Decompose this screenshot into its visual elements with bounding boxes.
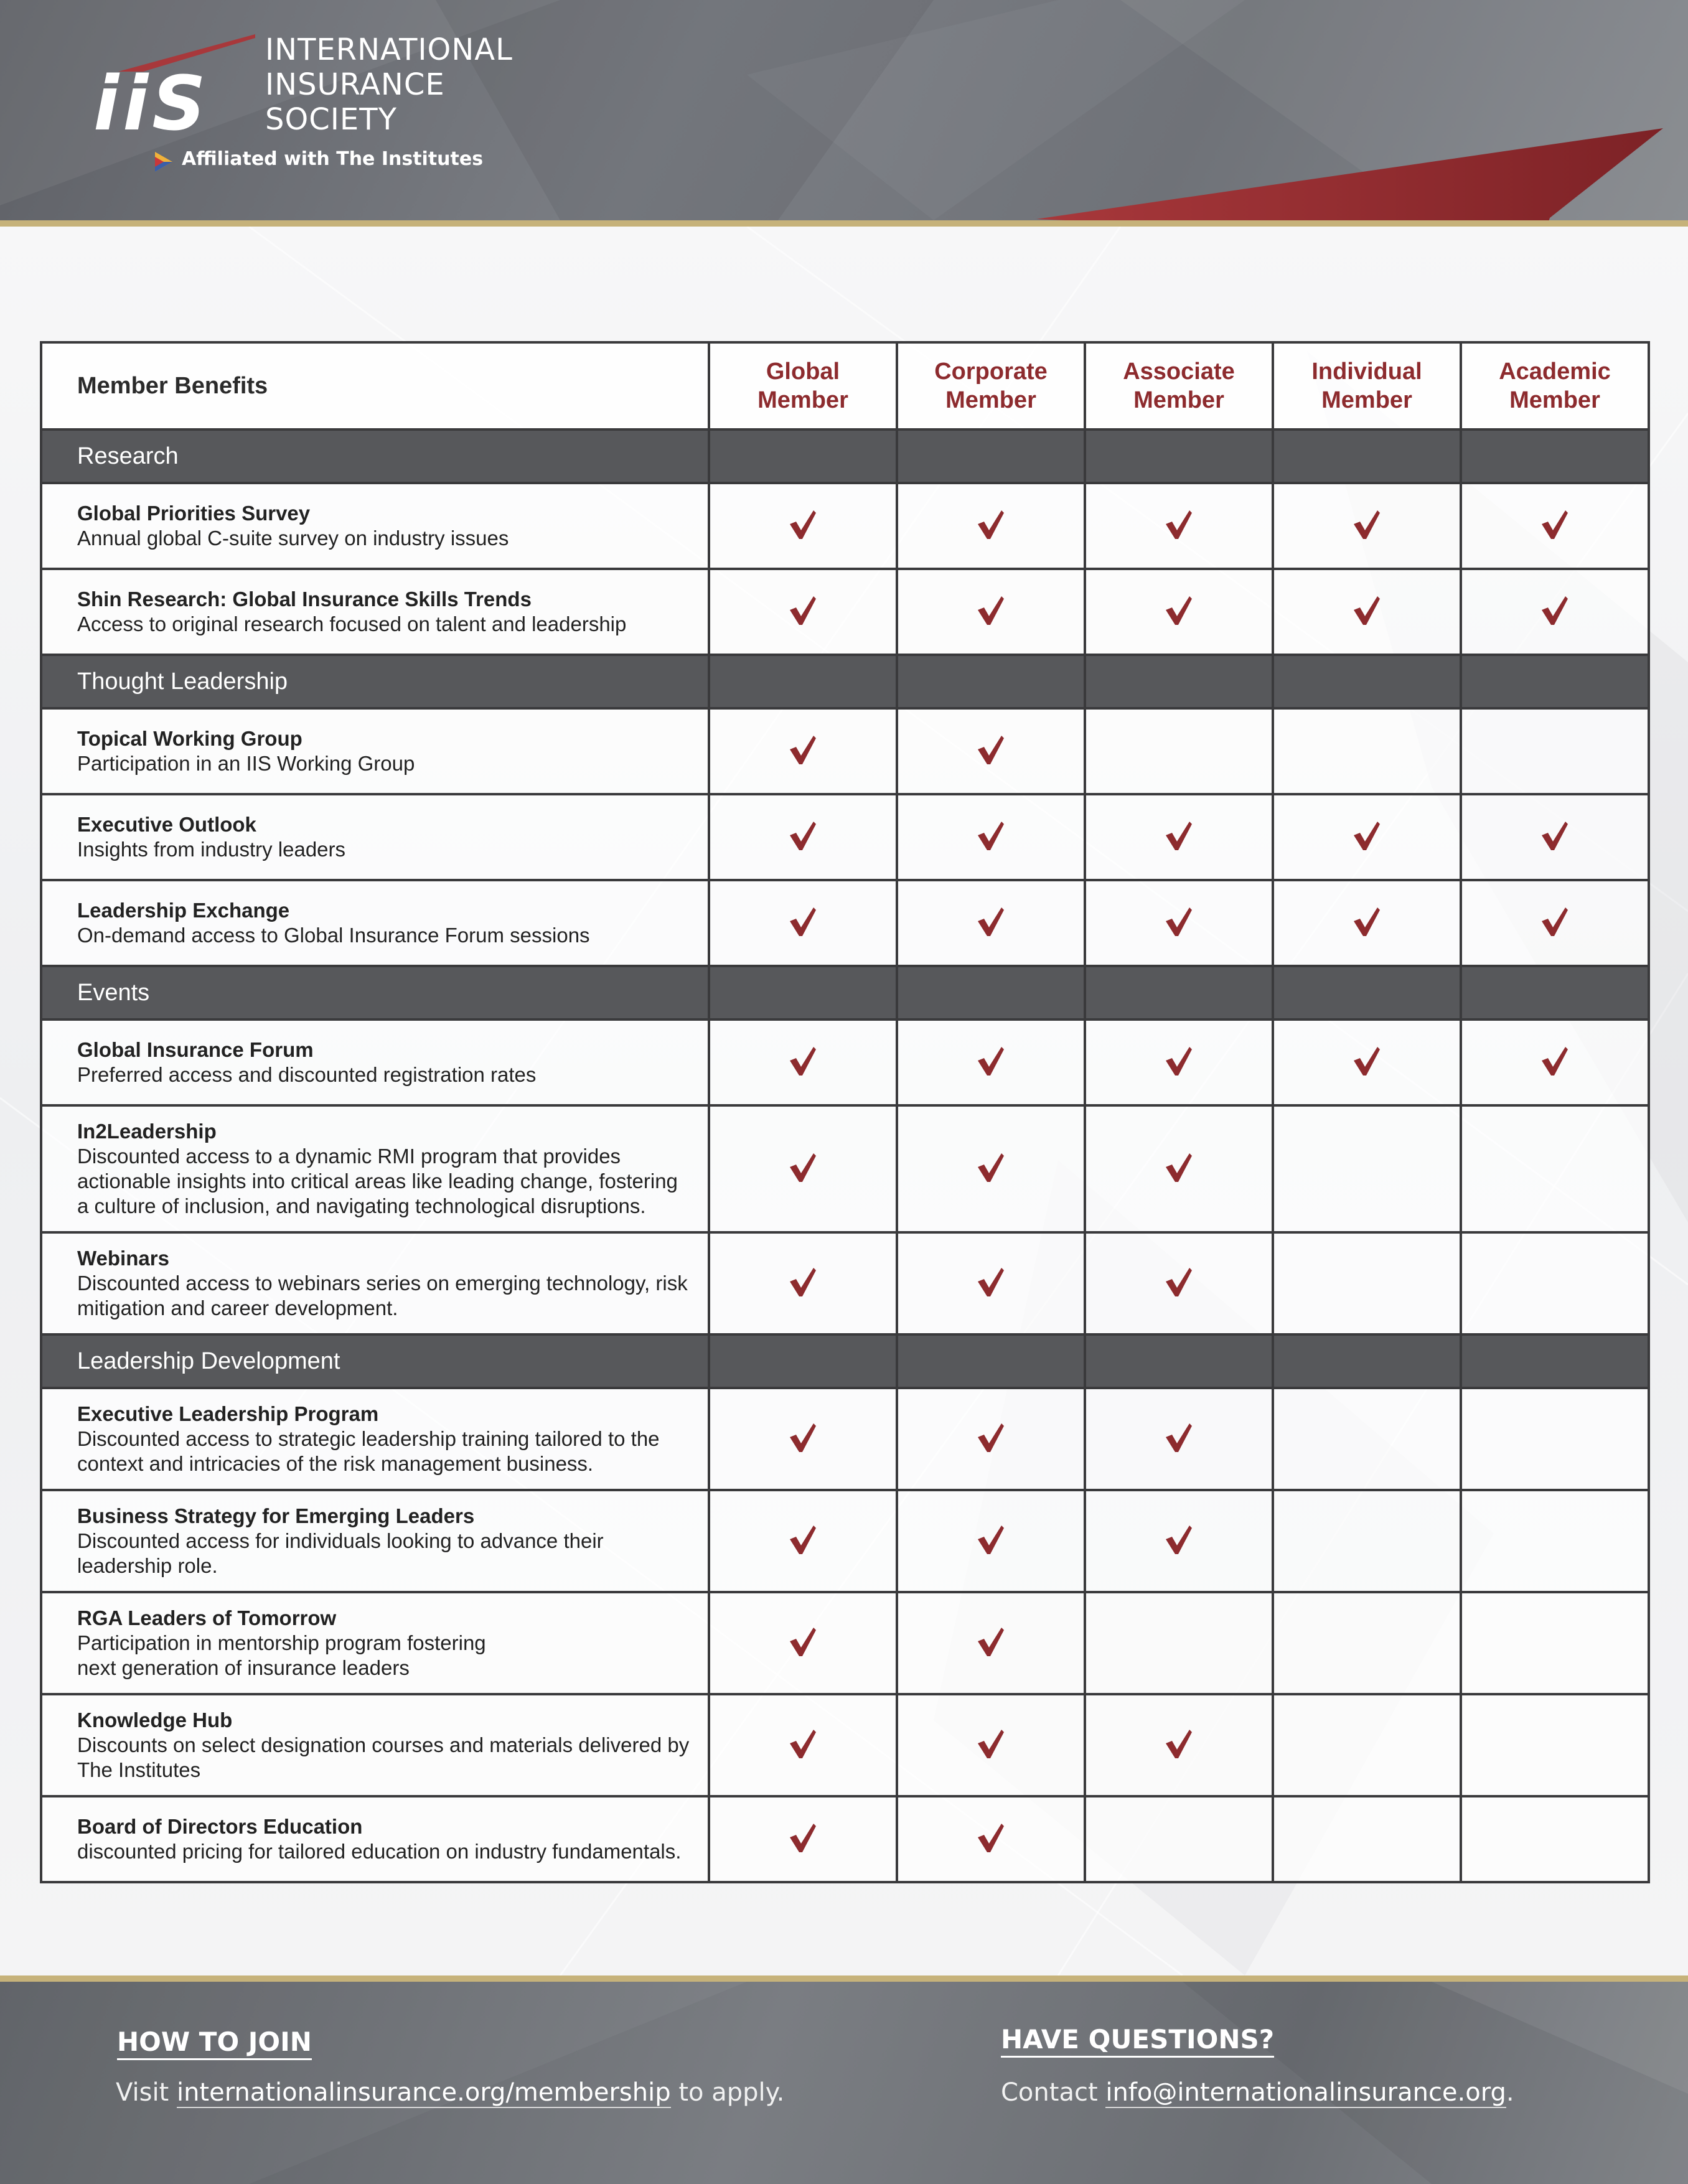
section-label: Research [41,429,709,483]
checkmark-icon [1540,906,1569,937]
table-row [41,1796,1649,1882]
benefit-description-line: Discounted access to a dynamic RMI program that provides [77,1145,621,1168]
benefit-included-cell [1461,483,1649,569]
checkmark-icon [789,1822,817,1854]
table-row [41,1232,1649,1334]
org-name-line: INTERNATIONAL [265,32,513,67]
join-prefix: Visit [116,2078,177,2107]
benefit-cell [41,1105,709,1232]
benefit-not-included-cell [1273,1490,1461,1592]
table-row [41,1694,1649,1796]
benefit-included-cell [1461,569,1649,655]
section-label: Leadership Development [41,1334,709,1388]
table-row [41,794,1649,880]
benefit-included-cell [709,569,897,655]
affiliation-label: Affiliated with The Institutes [182,148,484,170]
benefit-not-included-cell [1461,1592,1649,1694]
benefit-included-cell [709,483,897,569]
section-header-row [41,429,1649,483]
benefit-included-cell [897,1796,1085,1882]
benefit-title: Executive Leadership Program [77,1402,379,1425]
benefit-title: Global Insurance Forum [77,1038,314,1061]
checkmark-icon [789,1728,817,1760]
member-benefits-table [40,341,1650,1883]
benefit-title: Knowledge Hub [77,1708,233,1732]
benefit-cell [41,1232,709,1334]
benefit-not-included-cell [1085,1796,1273,1882]
column-header-academic: Academic Member [1461,342,1649,429]
checkmark-icon [1353,509,1381,540]
benefit-included-cell [709,1490,897,1592]
have-questions-text [1001,2078,1514,2107]
benefit-not-included-cell [1273,708,1461,794]
benefit-not-included-cell [1273,1105,1461,1232]
table-row [41,1019,1649,1105]
benefit-included-cell [709,1694,897,1796]
contact-email-link[interactable]: info@internationalinsurance.org [1105,2078,1506,2107]
benefit-included-cell [1273,794,1461,880]
benefit-description-line: Participation in an IIS Working Group [77,752,415,775]
benefit-not-included-cell [1461,1796,1649,1882]
benefit-description-line: Discounted access to strategic leadership training tailored to the [77,1427,660,1450]
checkmark-icon [1165,595,1193,626]
table-row [41,1105,1649,1232]
how-to-join-heading: HOW TO JOIN [117,2027,312,2060]
benefit-included-cell [897,794,1085,880]
checkmark-icon [789,906,817,937]
benefit-title: Topical Working Group [77,727,302,750]
benefit-included-cell [709,1019,897,1105]
gold-divider-top [0,220,1688,227]
benefit-included-cell [1085,1105,1273,1232]
checkmark-icon [789,509,817,540]
checkmark-icon [1165,1728,1193,1760]
benefit-cell [41,569,709,655]
checkmark-icon [977,1524,1005,1555]
checkmark-icon [789,1626,817,1657]
benefit-included-cell [897,1105,1085,1232]
contact-suffix: . [1506,2078,1514,2107]
benefit-title: Shin Research: Global Insurance Skills Trends [77,588,532,611]
checkmark-icon [977,1822,1005,1854]
section-fill-cell [1273,655,1461,708]
section-label: Thought Leadership [41,655,709,708]
benefit-not-included-cell [1085,1592,1273,1694]
benefit-title: Global Priorities Survey [77,502,311,525]
checkmark-icon [977,1267,1005,1298]
section-fill-cell [1461,429,1649,483]
benefit-not-included-cell [1461,1105,1649,1232]
checkmark-icon [1540,820,1569,851]
benefit-description-line: Participation in mentorship program fostering [77,1631,486,1654]
how-to-join-text [116,2078,784,2107]
benefit-cell [41,1694,709,1796]
benefit-description-line: leadership role. [77,1554,218,1577]
benefit-included-cell [1461,794,1649,880]
benefit-description-line: Annual global C-suite survey on industry issues [77,527,509,550]
benefit-cell [41,1490,709,1592]
benefit-title: Business Strategy for Emerging Leaders [77,1504,475,1527]
benefit-included-cell [1273,1019,1461,1105]
benefit-included-cell [1085,1490,1273,1592]
checkmark-icon [1165,820,1193,851]
checkmark-icon [977,820,1005,851]
checkmark-icon [977,595,1005,626]
org-name-line: SOCIETY [265,102,397,137]
section-fill-cell [709,966,897,1019]
benefit-description-line: Discounted access for individuals looking to advance their [77,1529,604,1552]
checkmark-icon [789,820,817,851]
section-fill-cell [1273,966,1461,1019]
benefit-included-cell [1085,483,1273,569]
benefit-not-included-cell [1461,1490,1649,1592]
benefit-description-line: mitigation and career development. [77,1296,398,1319]
checkmark-icon [1540,509,1569,540]
section-fill-cell [1085,655,1273,708]
benefit-included-cell [1461,1019,1649,1105]
checkmark-icon [977,734,1005,766]
section-header-row [41,1334,1649,1388]
checkmark-icon [1165,1267,1193,1298]
checkmark-icon [1165,1046,1193,1077]
contact-prefix: Contact [1001,2078,1106,2107]
section-fill-cell [897,966,1085,1019]
checkmark-icon [789,1046,817,1077]
benefit-description-line: context and intricacies of the risk management business. [77,1452,594,1475]
checkmark-icon [789,595,817,626]
benefit-included-cell [709,880,897,966]
benefit-included-cell [709,1592,897,1694]
benefit-title: Executive Outlook [77,813,256,836]
section-header-row [41,655,1649,708]
benefit-not-included-cell [1461,1694,1649,1796]
benefit-cell [41,1388,709,1490]
membership-link[interactable]: internationalinsurance.org/membership [176,2078,671,2107]
checkmark-icon [977,1046,1005,1077]
benefit-cell [41,708,709,794]
benefit-not-included-cell [1461,1232,1649,1334]
benefit-included-cell [897,483,1085,569]
section-fill-cell [1273,429,1461,483]
checkmark-icon [977,1728,1005,1760]
table-row [41,880,1649,966]
checkmark-icon [789,1267,817,1298]
benefit-included-cell [709,794,897,880]
affiliation-text [149,148,483,170]
section-fill-cell [709,1334,897,1388]
benefit-included-cell [897,708,1085,794]
benefit-included-cell [897,1592,1085,1694]
benefit-cell [41,1019,709,1105]
benefit-included-cell [709,1105,897,1232]
table-row [41,1388,1649,1490]
organization-name [265,32,513,137]
benefit-included-cell [1085,880,1273,966]
checkmark-icon [1165,1524,1193,1555]
checkmark-icon [977,1152,1005,1183]
red-accent-wedge [0,0,1688,220]
section-fill-cell [897,429,1085,483]
table-body [41,429,1649,1882]
section-fill-cell [897,1334,1085,1388]
table-row [41,1490,1649,1592]
benefit-cell [41,1796,709,1882]
benefit-included-cell [1085,794,1273,880]
benefit-description-line: Discounted access to webinars series on emerging technology, risk [77,1272,688,1295]
benefit-description-line: Discounts on select designation courses and materials delivered by [77,1733,690,1756]
checkmark-icon [789,1152,817,1183]
benefit-cell [41,1592,709,1694]
column-header-individual: Individual Member [1273,342,1461,429]
benefit-included-cell [1085,569,1273,655]
benefit-description-line: The Institutes [77,1758,201,1781]
column-header-corporate: Corporate Member [897,342,1085,429]
benefit-title: Leadership Exchange [77,899,290,922]
benefit-included-cell [1461,880,1649,966]
benefit-description-line: discounted pricing for tailored education on industry fundamentals. [77,1840,682,1863]
benefit-cell [41,483,709,569]
benefit-included-cell [709,1232,897,1334]
benefit-included-cell [1085,1388,1273,1490]
benefit-description-line: a culture of inclusion, and navigating technological disruptions. [77,1194,646,1217]
checkmark-icon [1353,906,1381,937]
have-questions-heading: HAVE QUESTIONS? [1001,2024,1274,2058]
section-fill-cell [1461,966,1649,1019]
benefit-included-cell [897,880,1085,966]
checkmark-icon [789,734,817,766]
checkmark-icon [977,509,1005,540]
checkmark-icon [1540,595,1569,626]
section-fill-cell [1085,1334,1273,1388]
benefit-not-included-cell [1461,1388,1649,1490]
section-fill-cell [709,429,897,483]
checkmark-icon [1353,595,1381,626]
benefit-not-included-cell [1273,1796,1461,1882]
section-fill-cell [897,655,1085,708]
benefit-included-cell [897,569,1085,655]
table-row [41,708,1649,794]
benefit-description-line: actionable insights into critical areas like leading change, fostering [77,1169,678,1193]
checkmark-icon [1353,820,1381,851]
benefit-included-cell [897,1232,1085,1334]
checkmark-icon [1165,1152,1193,1183]
checkmark-icon [1165,906,1193,937]
checkmark-icon [1540,1046,1569,1077]
table-row [41,1592,1649,1694]
column-header-associate: Associate Member [1085,342,1273,429]
checkmark-icon [1353,1046,1381,1077]
benefit-not-included-cell [1273,1232,1461,1334]
benefit-not-included-cell [1461,708,1649,794]
section-label: Events [41,966,709,1019]
checkmark-icon [1165,509,1193,540]
page-header [0,0,1688,220]
benefit-cell [41,794,709,880]
benefit-included-cell [897,1490,1085,1592]
column-header-global: Global Member [709,342,897,429]
benefit-included-cell [709,1796,897,1882]
org-name-line: INSURANCE [265,67,445,102]
benefit-not-included-cell [1273,1592,1461,1694]
benefit-included-cell [709,708,897,794]
logo-mark[interactable]: iiS [93,61,210,148]
section-fill-cell [1085,966,1273,1019]
benefit-included-cell [709,1388,897,1490]
benefit-not-included-cell [1273,1388,1461,1490]
benefit-description-line: Insights from industry leaders [77,838,346,861]
benefit-included-cell [1273,483,1461,569]
member-benefits-header: Member Benefits [41,342,709,429]
section-fill-cell [709,655,897,708]
benefit-title: RGA Leaders of Tomorrow [77,1606,337,1629]
benefit-description-line: Preferred access and discounted registration rates [77,1063,537,1086]
section-fill-cell [1461,655,1649,708]
benefit-cell [41,880,709,966]
section-fill-cell [1461,1334,1649,1388]
benefit-title: Board of Directors Education [77,1815,363,1838]
table-header-row [41,342,1649,429]
table-row [41,483,1649,569]
section-header-row [41,966,1649,1019]
benefit-included-cell [1085,1694,1273,1796]
checkmark-icon [1165,1422,1193,1453]
section-fill-cell [1273,1334,1461,1388]
benefit-not-included-cell [1273,1694,1461,1796]
benefit-included-cell [897,1694,1085,1796]
checkmark-icon [977,906,1005,937]
benefit-included-cell [1273,880,1461,966]
checkmark-icon [977,1422,1005,1453]
benefit-description-line: Access to original research focused on talent and leadership [77,612,627,635]
benefit-description-line: On-demand access to Global Insurance Forum sessions [77,924,590,947]
page-footer [0,1982,1688,2184]
benefit-included-cell [897,1388,1085,1490]
benefit-included-cell [897,1019,1085,1105]
join-suffix: to apply. [670,2078,785,2107]
checkmark-icon [789,1524,817,1555]
section-fill-cell [1085,429,1273,483]
table-row [41,569,1649,655]
benefit-included-cell [1273,569,1461,655]
benefit-included-cell [1085,1019,1273,1105]
benefit-description-line: next generation of insurance leaders [77,1656,410,1679]
checkmark-icon [977,1626,1005,1657]
checkmark-icon [789,1422,817,1453]
benefit-title: In2Leadership [77,1120,217,1143]
benefit-title: Webinars [77,1247,169,1270]
benefit-included-cell [1085,1232,1273,1334]
benefit-not-included-cell [1085,708,1273,794]
gold-divider-bottom [0,1975,1688,1982]
